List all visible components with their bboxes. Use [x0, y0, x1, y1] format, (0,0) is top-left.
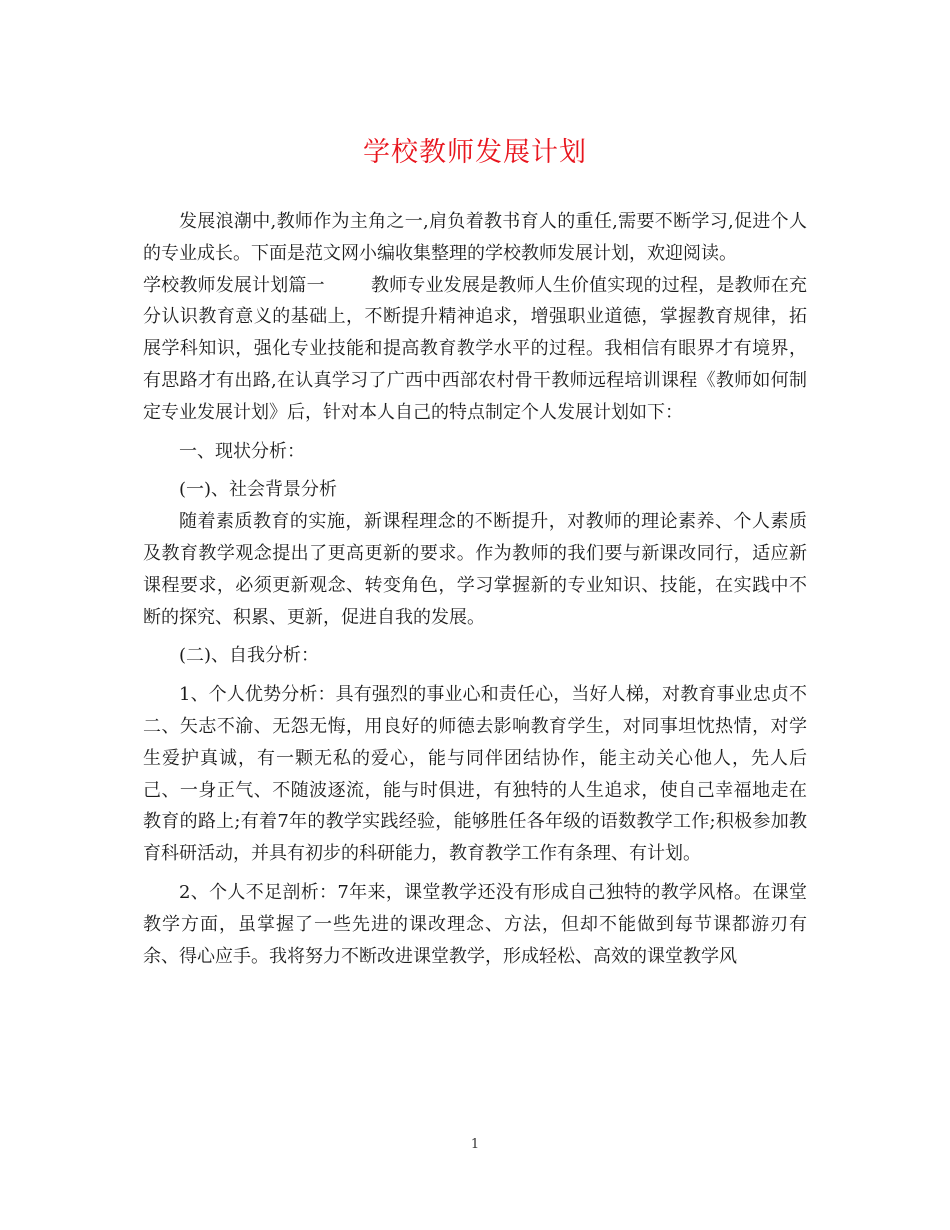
document-body — [143, 206, 807, 972]
heading-status-analysis: 一、现状分析： — [179, 440, 305, 462]
section-text: 教师专业发展是教师人生价值实现的过程，是教师在充分认识教育意义的基础上，不断提升精神追求，增强职业道德，掌握教育规律，拓展学科知识，强化专业技能和提高教育教学水平的过程。我相信有眼界才有境界，有思路才有出路,在认真学习了广西中西部农村骨干教师远程培训课程《教师如何制定专业发展计划》后，针对本人自己的特点制定个人发展计划如下： — [143, 274, 807, 423]
page-number: 1 — [470, 1137, 480, 1152]
strength-paragraph: 1、个人优势分析：具有强烈的事业心和责任心，当好人梯，对教育事业忠贞不二、矢志不渝、无怨无悔，用良好的师德去影响教育学生，对同事坦忱热情，对学生爱护真诚，有一颗无私的爱心，能与同伴团结协作，能主动关心他人，先人后己、一身正气、不随波逐流，能与时俱进，有独特的人生追求，使自己幸福地走在教育的路上;有着7年的教学实践经验，能够胜任各年级的语数教学工作;积极参加教育科研活动，并具有初步的科研能力，教育教学工作有条理、有计划。 — [143, 684, 807, 865]
intro-paragraph: 发展浪潮中,教师作为主角之一,肩负着教书育人的重任,需要不断学习,促进个人的专业成长。下面是范文网小编收集整理的学校教师发展计划，欢迎阅读。 — [143, 211, 807, 264]
document-title: 学校教师发展计划 — [363, 137, 587, 168]
section-paragraph — [143, 270, 807, 429]
heading-self-analysis: (二)、自我分析： — [179, 645, 320, 667]
weakness-paragraph: 2、个人不足剖析：7年来，课堂教学还没有形成自己独特的教学风格。在课堂教学方面，虽掌握了一些先进的课改理念、方法，但却不能做到每节课都游刃有余、得心应手。我将努力不断改进课堂教学，形成轻松、高效的课堂教学风 — [143, 881, 807, 967]
social-background-paragraph: 随着素质教育的实施，新课程理念的不断提升，对教师的理论素养、个人素质及教育教学观念提出了更高更新的要求。作为教师的我们要与新课改同行，适应新课程要求，必须更新观念、转变角色，学习掌握新的专业知识、技能，在实践中不断的探究、积累、更新，促进自我的发展。 — [143, 511, 807, 628]
section-label: 学校教师发展计划篇一 — [143, 274, 325, 296]
heading-social-background: (一)、社会背景分析 — [179, 479, 338, 501]
